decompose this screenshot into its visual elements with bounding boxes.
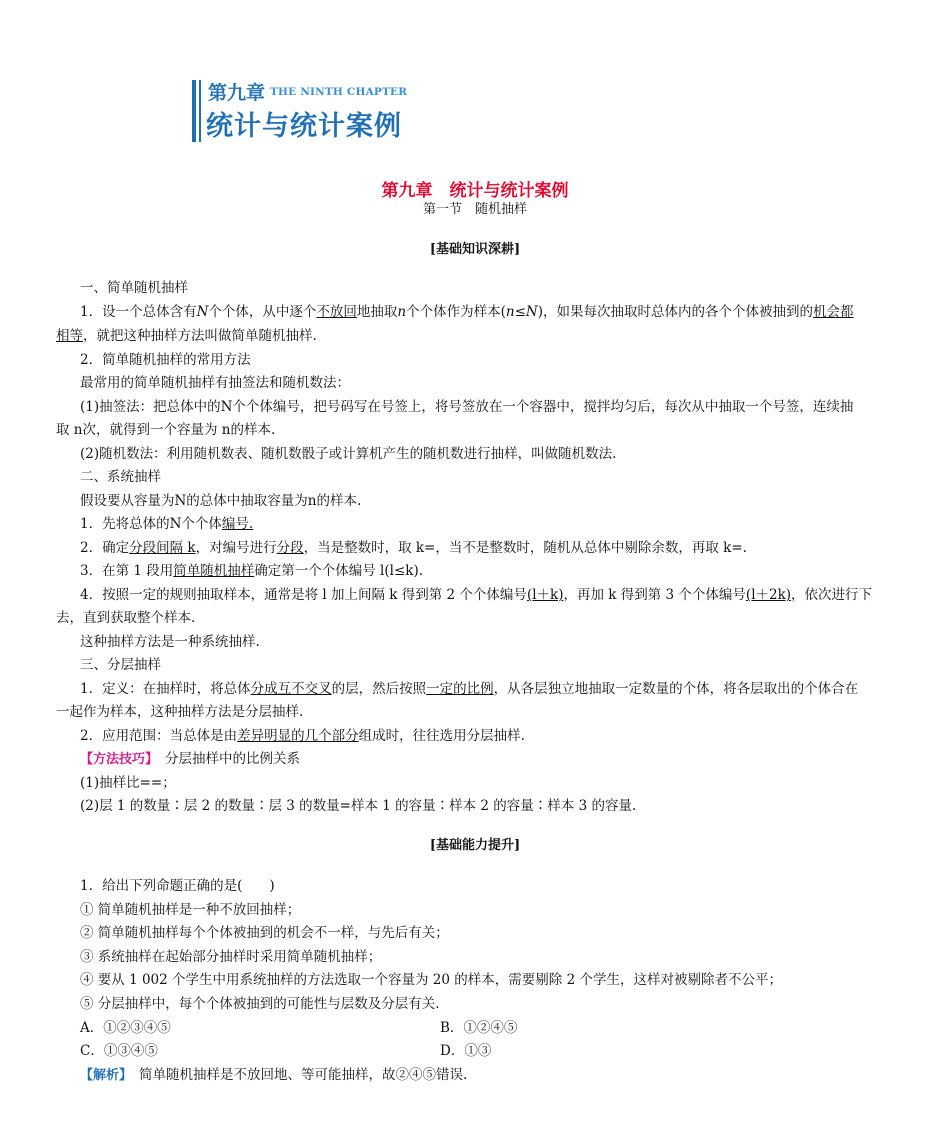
p15: (2)层 1 的数量∶层 2 的数量∶层 3 的数量=样本 1 的容量∶样本 2 的容量∶样本 3 的容量. (80, 798, 637, 814)
p1-line2: 相等，就把这种抽样方法叫做简单随机抽样. (56, 328, 317, 344)
page-title: 第九章 统计与统计案例 (381, 181, 569, 201)
p5: (2)随机数法：利用随机数表、随机数骰子或计算机产生的随机数进行抽样，叫做随机数法. (80, 446, 617, 462)
option-c: C．①③④⑤ (80, 1043, 158, 1059)
p3: 最常用的简单随机抽样有抽签法和随机数法： (80, 375, 350, 391)
banner-title: 统计与统计案例 (206, 111, 402, 142)
option-d: D．①③ (440, 1043, 492, 1059)
banner-chapter: 第九章 (208, 82, 266, 104)
p4-line2: 取 n次，就得到一个容量为 n的样本. (56, 422, 276, 438)
p10-line1: 4．按照一定的规则抽取样本，通常是将 l 加上间隔 k 得到第 2 个个体编号(l＋k)，再加 k 得到第 3 个个体编号(l＋2k)，依次进行下 (80, 587, 873, 603)
banner-english: THE NINTH CHAPTER (270, 86, 408, 98)
s3-title: 三、分层抽样 (80, 657, 161, 673)
answer-tag: 【解析】 (80, 1068, 126, 1083)
p2: 2．简单随机抽样的常用方法 (80, 352, 251, 368)
banner-bar (192, 80, 196, 142)
p11: 这种抽样方法是一种系统抽样. (80, 634, 260, 650)
knowledge-header: [基础知识深耕] (429, 242, 521, 257)
p12-line2: 一起作为样本，这种抽样方法是分层抽样. (56, 704, 304, 720)
p6: 假设要从容量为N的总体中抽取容量为n的样本. (80, 493, 362, 509)
section-title: 第一节 随机抽样 (422, 202, 527, 217)
p10-line2: 去，直到获取整个样本. (56, 610, 196, 626)
option-b: B．①②④⑤ (440, 1020, 518, 1036)
p9: 3．在第 1 段用简单随机抽样确定第一个个体编号 l(l≤k). (80, 563, 424, 579)
item-3: ③ 系统抽样在起始部分抽样时采用简单随机抽样； (80, 949, 382, 965)
item-5: ⑤ 分层抽样中，每个个体被抽到的可能性与层数及分层有关. (80, 996, 440, 1012)
chapter-banner (192, 76, 422, 142)
item-1: ① 简单随机抽样是一种不放回抽样； (80, 902, 301, 918)
s1-title: 一、简单随机抽样 (80, 280, 188, 296)
p1-line1: 1．设一个总体含有N个个体，从中逐个不放回地抽取n个个体作为样本(n≤N)，如果每次抽取时总体内的各个个体被抽到的机会都 (80, 304, 854, 320)
p14: (1)抽样比==； (80, 775, 176, 791)
option-a: A．①②③④⑤ (80, 1020, 171, 1036)
method-tip-tag: 【方法技巧】 (80, 752, 152, 767)
p4-line1: (1)抽签法：把总体中的N个个体编号，把号码写在号签上，将号签放在一个容器中，搅拌均匀后，每次从中抽取一个号签，连续抽 (80, 399, 854, 415)
banner-bar-thin (199, 80, 201, 142)
item-2: ② 简单随机抽样每个个体被抽到的机会不一样，与先后有关； (80, 925, 449, 941)
method-tip: 【方法技巧】 分层抽样中的比例关系 (80, 751, 301, 767)
item-4: ④ 要从 1 002 个学生中用系统抽样的方法选取一个容量为 20 的样本，需要剔除 2 个学生，这样对被剔除者不公平； (80, 972, 782, 988)
question-1: 1．给出下列命题正确的是( ) (80, 878, 275, 894)
p8: 2．确定分段间隔 k，对编号进行分段，当是整数时，取 k=，当不是整数时，随机从总体中剔除余数，再取 k=. (80, 540, 747, 556)
p7: 1．先将总体的N个个体编号. (80, 516, 254, 532)
ability-header: [基础能力提升] (429, 838, 521, 853)
answer-analysis: 【解析】 简单随机抽样是不放回地、等可能抽样，故②④⑤错误. (80, 1067, 468, 1083)
s2-title: 二、系统抽样 (80, 469, 161, 485)
p13: 2．应用范围：当总体是由差异明显的几个部分组成时，往往选用分层抽样. (80, 728, 525, 744)
p12-line1: 1．定义：在抽样时，将总体分成互不交叉的层，然后按照一定的比例，从各层独立地抽取一定数量的个体，将各层取出的个体合在 (80, 681, 859, 697)
